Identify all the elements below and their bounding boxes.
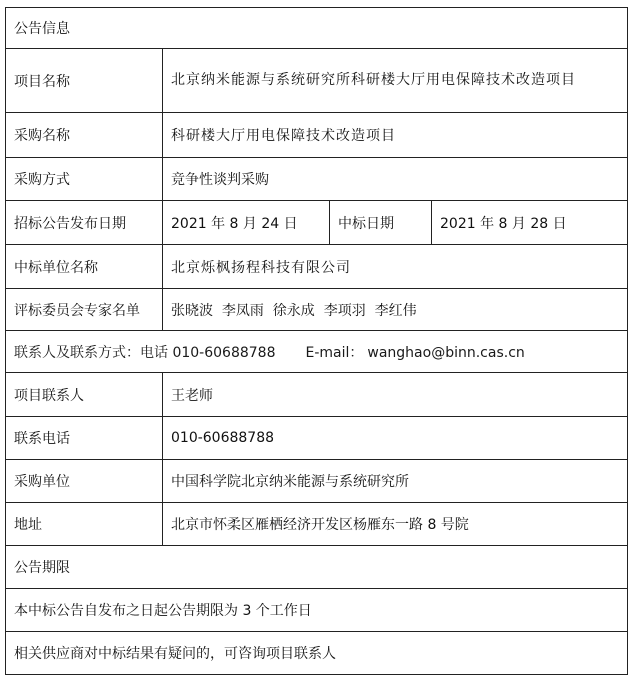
section-header-row [6, 8, 628, 49]
section-title-announcement-info: 公告信息 [6, 8, 628, 49]
inquiry-row [6, 632, 628, 675]
email-label: E-mail： [305, 344, 364, 361]
winner-label: 中标单位名称 [6, 245, 163, 289]
dates-row [6, 201, 628, 245]
purchase-method-row [6, 158, 628, 201]
purchaser-label: 采购单位 [6, 460, 163, 503]
contact-line [6, 331, 628, 373]
contact-person-value: 王老师 [163, 373, 628, 417]
address-value: 北京市怀柔区雁栖经济开发区杨雁东一路 8 号院 [163, 503, 628, 546]
purchase-name-label: 采购名称 [6, 113, 163, 158]
contact-phone-label: 联系电话 [6, 417, 163, 460]
project-name-row [6, 49, 628, 113]
award-date-value: 2021 年 8 月 28 日 [432, 201, 628, 245]
contact-person-row [6, 373, 628, 417]
announce-date-value: 2021 年 8 月 24 日 [163, 201, 330, 245]
contact-phone-value: 010-60688788 [163, 417, 628, 460]
purchaser-value: 中国科学院北京纳米能源与系统研究所 [163, 460, 628, 503]
section2-header-row [6, 546, 628, 589]
email-value[interactable]: wanghao@binn.cas.cn [367, 344, 525, 361]
winner-row [6, 245, 628, 289]
project-name-label: 项目名称 [6, 49, 163, 113]
contact-line-row [6, 331, 628, 373]
contact-phone-text: 联系人及联系方式：电话 010-60688788 [14, 344, 276, 361]
purchase-name-value: 科研楼大厅用电保障技术改造项目 [163, 113, 628, 158]
winner-value: 北京烁枫扬程科技有限公司 [163, 245, 628, 289]
address-label: 地址 [6, 503, 163, 546]
address-row [6, 503, 628, 546]
award-date-label: 中标日期 [330, 201, 432, 245]
experts-value: 张晓波 李凤雨 徐永成 李项羽 李红伟 [163, 289, 628, 331]
announce-date-label: 招标公告发布日期 [6, 201, 163, 245]
purchaser-row [6, 460, 628, 503]
experts-label: 评标委员会专家名单 [6, 289, 163, 331]
experts-row [6, 289, 628, 331]
announcement-table [5, 7, 628, 675]
purchase-method-value: 竞争性谈判采购 [163, 158, 628, 201]
inquiry-text: 相关供应商对中标结果有疑问的，可咨询项目联系人 [6, 632, 628, 675]
contact-phone-row [6, 417, 628, 460]
purchase-method-label: 采购方式 [6, 158, 163, 201]
section-title-announcement-period: 公告期限 [6, 546, 628, 589]
project-name-value: 北京纳米能源与系统研究所科研楼大厅用电保障技术改造项目 [163, 49, 628, 113]
purchase-name-row [6, 113, 628, 158]
period-text: 本中标公告自发布之日起公告期限为 3 个工作日 [6, 589, 628, 632]
period-row [6, 589, 628, 632]
contact-person-label: 项目联系人 [6, 373, 163, 417]
